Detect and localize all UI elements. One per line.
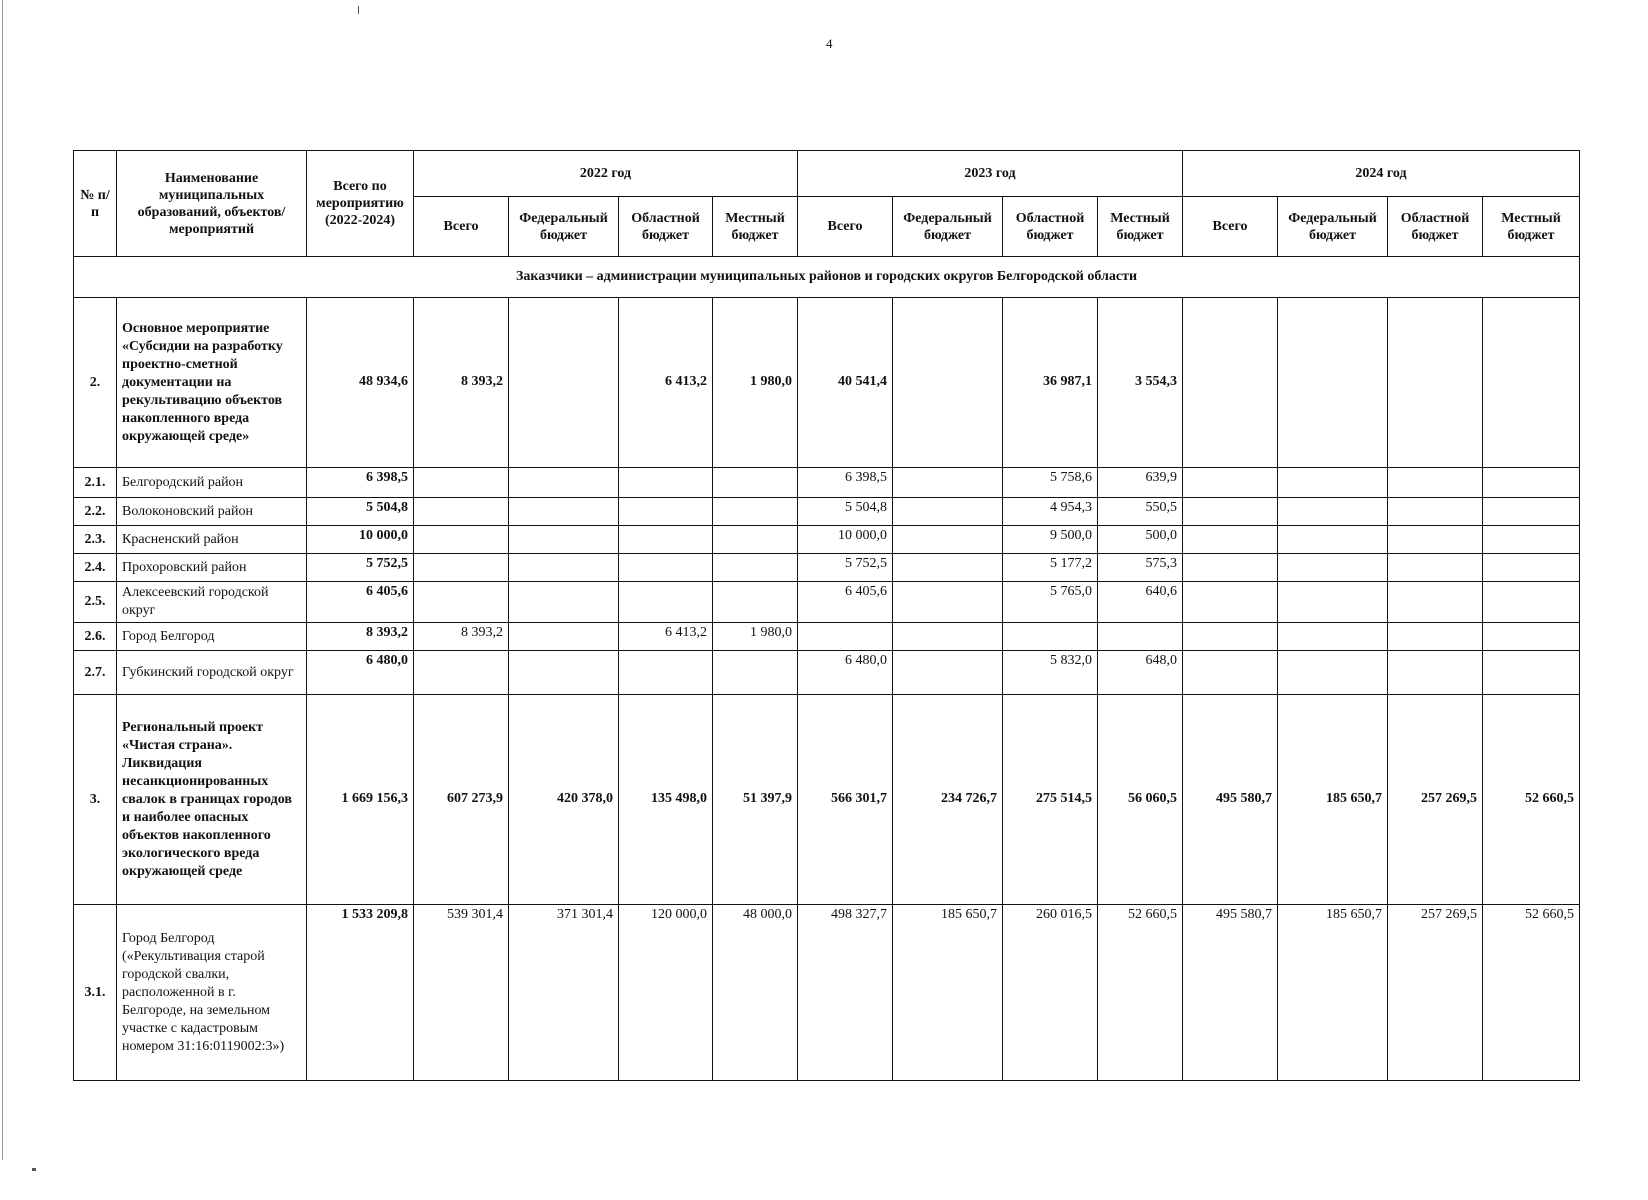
amount-cell: [1183, 526, 1278, 554]
table-row: [74, 695, 1580, 905]
row-total: 10 000,0: [307, 526, 414, 554]
row-total: 6 398,5: [307, 468, 414, 498]
amount-cell: [1003, 623, 1098, 651]
header-no: № п/п: [74, 151, 117, 257]
budget-table: [73, 150, 1580, 1081]
customer-row: Заказчики – администрации муниципальных районов и городских округов Белгородской области: [74, 257, 1580, 298]
amount-cell: [1483, 526, 1580, 554]
row-number: 2.7.: [74, 651, 117, 695]
row-number: 2.4.: [74, 554, 117, 582]
amount-cell: [1278, 298, 1388, 468]
amount-cell: [414, 498, 509, 526]
amount-cell: 1 980,0: [713, 298, 798, 468]
row-number: 2.5.: [74, 582, 117, 623]
amount-cell: 1 980,0: [713, 623, 798, 651]
amount-cell: [893, 651, 1003, 695]
header-name: Наименование муниципальных образований, объектов/мероприятий: [117, 151, 307, 257]
row-name: Город Белгород: [117, 623, 307, 651]
amount-cell: [1183, 582, 1278, 623]
amount-cell: [1098, 623, 1183, 651]
amount-cell: [1183, 554, 1278, 582]
amount-cell: [1183, 623, 1278, 651]
amount-cell: 6 398,5: [798, 468, 893, 498]
header-year-2023: 2023 год: [798, 151, 1183, 197]
row-total: 6 480,0: [307, 651, 414, 695]
table-row: [74, 623, 1580, 651]
row-number: 3.1.: [74, 905, 117, 1081]
header-sub-local: Местный бюджет: [1098, 197, 1183, 257]
scan-edge-line: [2, 0, 3, 1160]
amount-cell: [1388, 526, 1483, 554]
row-name: Красненский район: [117, 526, 307, 554]
amount-cell: [509, 298, 619, 468]
amount-cell: [509, 468, 619, 498]
amount-cell: [509, 498, 619, 526]
amount-cell: [619, 651, 713, 695]
amount-cell: [414, 582, 509, 623]
amount-cell: 52 660,5: [1098, 905, 1183, 1081]
header-sub-federal: Федеральный бюджет: [893, 197, 1003, 257]
amount-cell: 234 726,7: [893, 695, 1003, 905]
amount-cell: [713, 526, 798, 554]
table-row: [74, 498, 1580, 526]
amount-cell: [1183, 468, 1278, 498]
amount-cell: [1388, 651, 1483, 695]
amount-cell: 640,6: [1098, 582, 1183, 623]
amount-cell: 257 269,5: [1388, 695, 1483, 905]
row-total: 48 934,6: [307, 298, 414, 468]
header-sub-federal: Федеральный бюджет: [1278, 197, 1388, 257]
amount-cell: 260 016,5: [1003, 905, 1098, 1081]
amount-cell: [509, 526, 619, 554]
scan-speck: [358, 6, 359, 14]
row-name: Волоконовский район: [117, 498, 307, 526]
amount-cell: [1483, 298, 1580, 468]
amount-cell: [1483, 623, 1580, 651]
amount-cell: [414, 554, 509, 582]
amount-cell: [619, 498, 713, 526]
row-number: 2.3.: [74, 526, 117, 554]
amount-cell: [509, 623, 619, 651]
row-total: 6 405,6: [307, 582, 414, 623]
amount-cell: [1483, 651, 1580, 695]
amount-cell: [893, 526, 1003, 554]
amount-cell: [1483, 468, 1580, 498]
amount-cell: 185 650,7: [893, 905, 1003, 1081]
header-year-2022: 2022 год: [414, 151, 798, 197]
amount-cell: 566 301,7: [798, 695, 893, 905]
amount-cell: 8 393,2: [414, 623, 509, 651]
row-total: 8 393,2: [307, 623, 414, 651]
amount-cell: 257 269,5: [1388, 905, 1483, 1081]
amount-cell: 120 000,0: [619, 905, 713, 1081]
scan-speck: [32, 1168, 36, 1171]
row-name: Город Белгород («Рекультивация старой городской свалки, расположенной в г. Белгороде, на земельном участке с кадастровым номером 31:16:0119002:3»): [117, 905, 307, 1081]
header-sub-regional: Областной бюджет: [619, 197, 713, 257]
amount-cell: 185 650,7: [1278, 695, 1388, 905]
amount-cell: 185 650,7: [1278, 905, 1388, 1081]
amount-cell: [1388, 623, 1483, 651]
amount-cell: 135 498,0: [619, 695, 713, 905]
amount-cell: 6 480,0: [798, 651, 893, 695]
amount-cell: 607 273,9: [414, 695, 509, 905]
row-total: 5 504,8: [307, 498, 414, 526]
header-year-2024: 2024 год: [1183, 151, 1580, 197]
row-number: 2.1.: [74, 468, 117, 498]
header-sub-total: Всего: [414, 197, 509, 257]
amount-cell: [893, 623, 1003, 651]
row-total: 1 669 156,3: [307, 695, 414, 905]
table-row: [74, 468, 1580, 498]
row-total: 5 752,5: [307, 554, 414, 582]
amount-cell: 56 060,5: [1098, 695, 1183, 905]
amount-cell: [1483, 554, 1580, 582]
amount-cell: [1278, 526, 1388, 554]
header-total: Всего по мероприятию (2022-2024): [307, 151, 414, 257]
amount-cell: 9 500,0: [1003, 526, 1098, 554]
amount-cell: 48 000,0: [713, 905, 798, 1081]
row-number: 2.: [74, 298, 117, 468]
amount-cell: 539 301,4: [414, 905, 509, 1081]
amount-cell: [713, 554, 798, 582]
table-row: [74, 905, 1580, 1081]
amount-cell: [1483, 582, 1580, 623]
amount-cell: 6 413,2: [619, 623, 713, 651]
header-sub-total: Всего: [798, 197, 893, 257]
amount-cell: [619, 554, 713, 582]
amount-cell: [713, 498, 798, 526]
amount-cell: 5 752,5: [798, 554, 893, 582]
amount-cell: [1388, 498, 1483, 526]
amount-cell: [509, 554, 619, 582]
amount-cell: 5 177,2: [1003, 554, 1098, 582]
amount-cell: 51 397,9: [713, 695, 798, 905]
row-name: Региональный проект «Чистая страна». Ликвидация несанкционированных свалок в границах городов и наиболее опасных объектов накопленного экологического вреда окружающей среде: [117, 695, 307, 905]
amount-cell: [1183, 498, 1278, 526]
row-name: Прохоровский район: [117, 554, 307, 582]
amount-cell: [1183, 651, 1278, 695]
header-sub-local: Местный бюджет: [713, 197, 798, 257]
amount-cell: 275 514,5: [1003, 695, 1098, 905]
amount-cell: 8 393,2: [414, 298, 509, 468]
amount-cell: [1278, 554, 1388, 582]
amount-cell: [414, 526, 509, 554]
amount-cell: [509, 582, 619, 623]
amount-cell: 550,5: [1098, 498, 1183, 526]
amount-cell: [1278, 651, 1388, 695]
amount-cell: [893, 468, 1003, 498]
amount-cell: [1278, 468, 1388, 498]
table-row: [74, 582, 1580, 623]
row-name: Алексеевский городской округ: [117, 582, 307, 623]
table-row: [74, 298, 1580, 468]
amount-cell: 495 580,7: [1183, 695, 1278, 905]
amount-cell: [1388, 554, 1483, 582]
table-row: [74, 651, 1580, 695]
amount-cell: 420 378,0: [509, 695, 619, 905]
amount-cell: 500,0: [1098, 526, 1183, 554]
header-sub-regional: Областной бюджет: [1003, 197, 1098, 257]
amount-cell: [893, 582, 1003, 623]
row-total: 1 533 209,8: [307, 905, 414, 1081]
amount-cell: [713, 582, 798, 623]
amount-cell: [619, 468, 713, 498]
amount-cell: [509, 651, 619, 695]
table-row: [74, 526, 1580, 554]
amount-cell: 52 660,5: [1483, 695, 1580, 905]
amount-cell: 36 987,1: [1003, 298, 1098, 468]
amount-cell: 575,3: [1098, 554, 1183, 582]
amount-cell: [619, 526, 713, 554]
row-number: 2.2.: [74, 498, 117, 526]
amount-cell: 3 554,3: [1098, 298, 1183, 468]
amount-cell: 5 758,6: [1003, 468, 1098, 498]
amount-cell: [713, 468, 798, 498]
amount-cell: [1388, 298, 1483, 468]
amount-cell: [1183, 298, 1278, 468]
amount-cell: 52 660,5: [1483, 905, 1580, 1081]
amount-cell: 5 832,0: [1003, 651, 1098, 695]
amount-cell: 5 504,8: [798, 498, 893, 526]
amount-cell: [798, 623, 893, 651]
header-sub-federal: Федеральный бюджет: [509, 197, 619, 257]
amount-cell: [1388, 468, 1483, 498]
amount-cell: 6 405,6: [798, 582, 893, 623]
amount-cell: [893, 298, 1003, 468]
amount-cell: [414, 651, 509, 695]
amount-cell: [1278, 582, 1388, 623]
amount-cell: 371 301,4: [509, 905, 619, 1081]
row-name: Губкинский городской округ: [117, 651, 307, 695]
amount-cell: 40 541,4: [798, 298, 893, 468]
amount-cell: 5 765,0: [1003, 582, 1098, 623]
amount-cell: [713, 651, 798, 695]
amount-cell: [893, 554, 1003, 582]
amount-cell: 495 580,7: [1183, 905, 1278, 1081]
amount-cell: [619, 582, 713, 623]
header-sub-regional: Областной бюджет: [1388, 197, 1483, 257]
header-sub-local: Местный бюджет: [1483, 197, 1580, 257]
row-number: 3.: [74, 695, 117, 905]
amount-cell: 648,0: [1098, 651, 1183, 695]
amount-cell: 639,9: [1098, 468, 1183, 498]
amount-cell: 498 327,7: [798, 905, 893, 1081]
row-name: Белгородский район: [117, 468, 307, 498]
amount-cell: [1388, 582, 1483, 623]
amount-cell: [1278, 498, 1388, 526]
amount-cell: 4 954,3: [1003, 498, 1098, 526]
amount-cell: [414, 468, 509, 498]
amount-cell: 10 000,0: [798, 526, 893, 554]
amount-cell: 6 413,2: [619, 298, 713, 468]
row-number: 2.6.: [74, 623, 117, 651]
amount-cell: [1278, 623, 1388, 651]
table-row: [74, 554, 1580, 582]
page-number: 4: [826, 36, 833, 51]
row-name: Основное мероприятие «Субсидии на разработку проектно-сметной документации на рекультивацию объектов накопленного вреда окружающей среде»: [117, 298, 307, 468]
amount-cell: [893, 498, 1003, 526]
header-sub-total: Всего: [1183, 197, 1278, 257]
amount-cell: [1483, 498, 1580, 526]
